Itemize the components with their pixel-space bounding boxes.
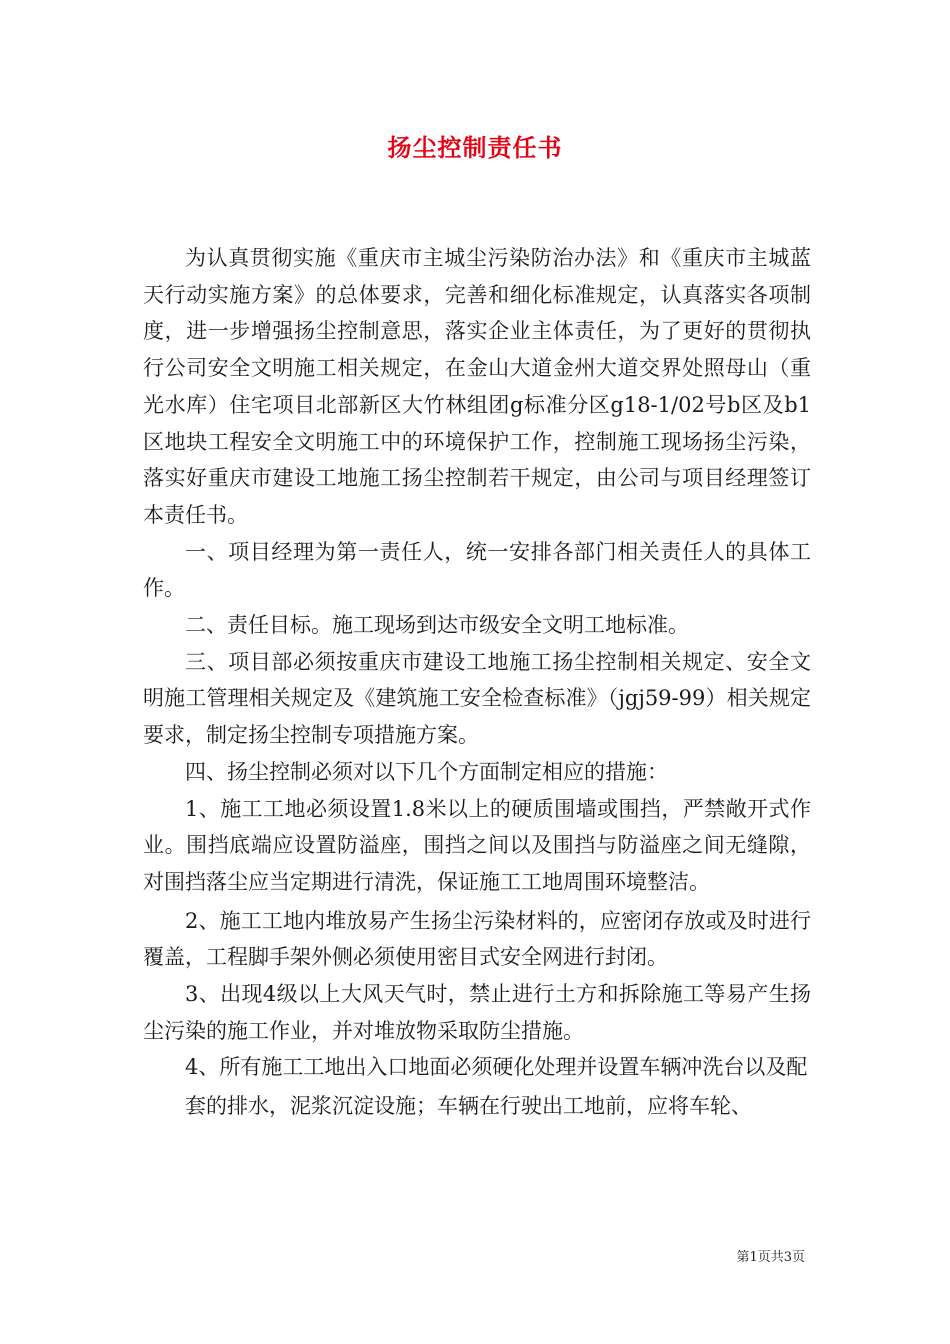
paragraph-measure-1: 1、施工工地必须设置1.8米以上的硬质围墙或围挡，严禁敞开式作业。围挡底端应设置防溢座，围挡之间以及围挡与防溢座之间无缝隙，对围挡落尘应当定期进行清洗，保证施工工地周围环境整洁。 xyxy=(143,796,811,894)
paragraph-measure-2: 2、施工工地内堆放易产生扬尘污染材料的，应密闭存放或及时进行覆盖，工程脚手架外侧必须使用密目式安全网进行封闭。 xyxy=(143,908,811,970)
paragraph-measure-3: 3、出现4级以上大风天气时，禁止进行土方和拆除施工等易产生扬尘污染的施工作业，并对堆放物采取防尘措施。 xyxy=(143,982,811,1043)
paragraph-continuation: 套的排水，泥浆沉淀设施；车辆在行驶出工地前，应将车轮、 xyxy=(185,1094,752,1119)
paragraph-item-2: 二、责任目标。施工现场到达市级安全文明工地标准。 xyxy=(185,613,689,638)
paragraph-item-1: 一、项目经理为第一责任人，统一安排各部门相关责任人的具体工作。 xyxy=(143,539,811,601)
document-body xyxy=(143,240,811,1125)
document-title: 扬尘控制责任书 xyxy=(387,133,563,162)
paragraph-item-4: 四、扬尘控制必须对以下几个方面制定相应的措施： xyxy=(185,759,668,784)
paragraph-item-3: 三、项目部必须按重庆市建设工地施工扬尘控制相关规定、安全文明施工管理相关规定及《建筑施工安全检查标准》（jgj59-99）相关规定要求，制定扬尘控制专项措施方案。 xyxy=(143,649,811,748)
paragraph-intro: 为认真贯彻实施《重庆市主城尘污染防治办法》和《重庆市主城蓝天行动实施方案》的总体要求，完善和细化标准规定，认真落实各项制度，进一步增强扬尘控制意思，落实企业主体责任，为了更好的贯彻执行公司安全文明施工相关规定，在金山大道金州大道交界处照母山（重光水库）住宅项目北部新区大竹林组团g标准分区g18-1/02号b区及b1区地块工程安全文明施工中的环境保护工作，控制施工现场扬尘污染，落实好重庆市建设工地施工扬尘控制若干规定，由公司与项目经理签订本责任书。 xyxy=(143,246,811,527)
page-number-footer: 第1页共3页 xyxy=(736,1250,805,1265)
paragraph-measure-4: 4、所有施工工地出入口地面必须硬化处理并设置车辆冲洗台以及配 xyxy=(185,1055,808,1080)
